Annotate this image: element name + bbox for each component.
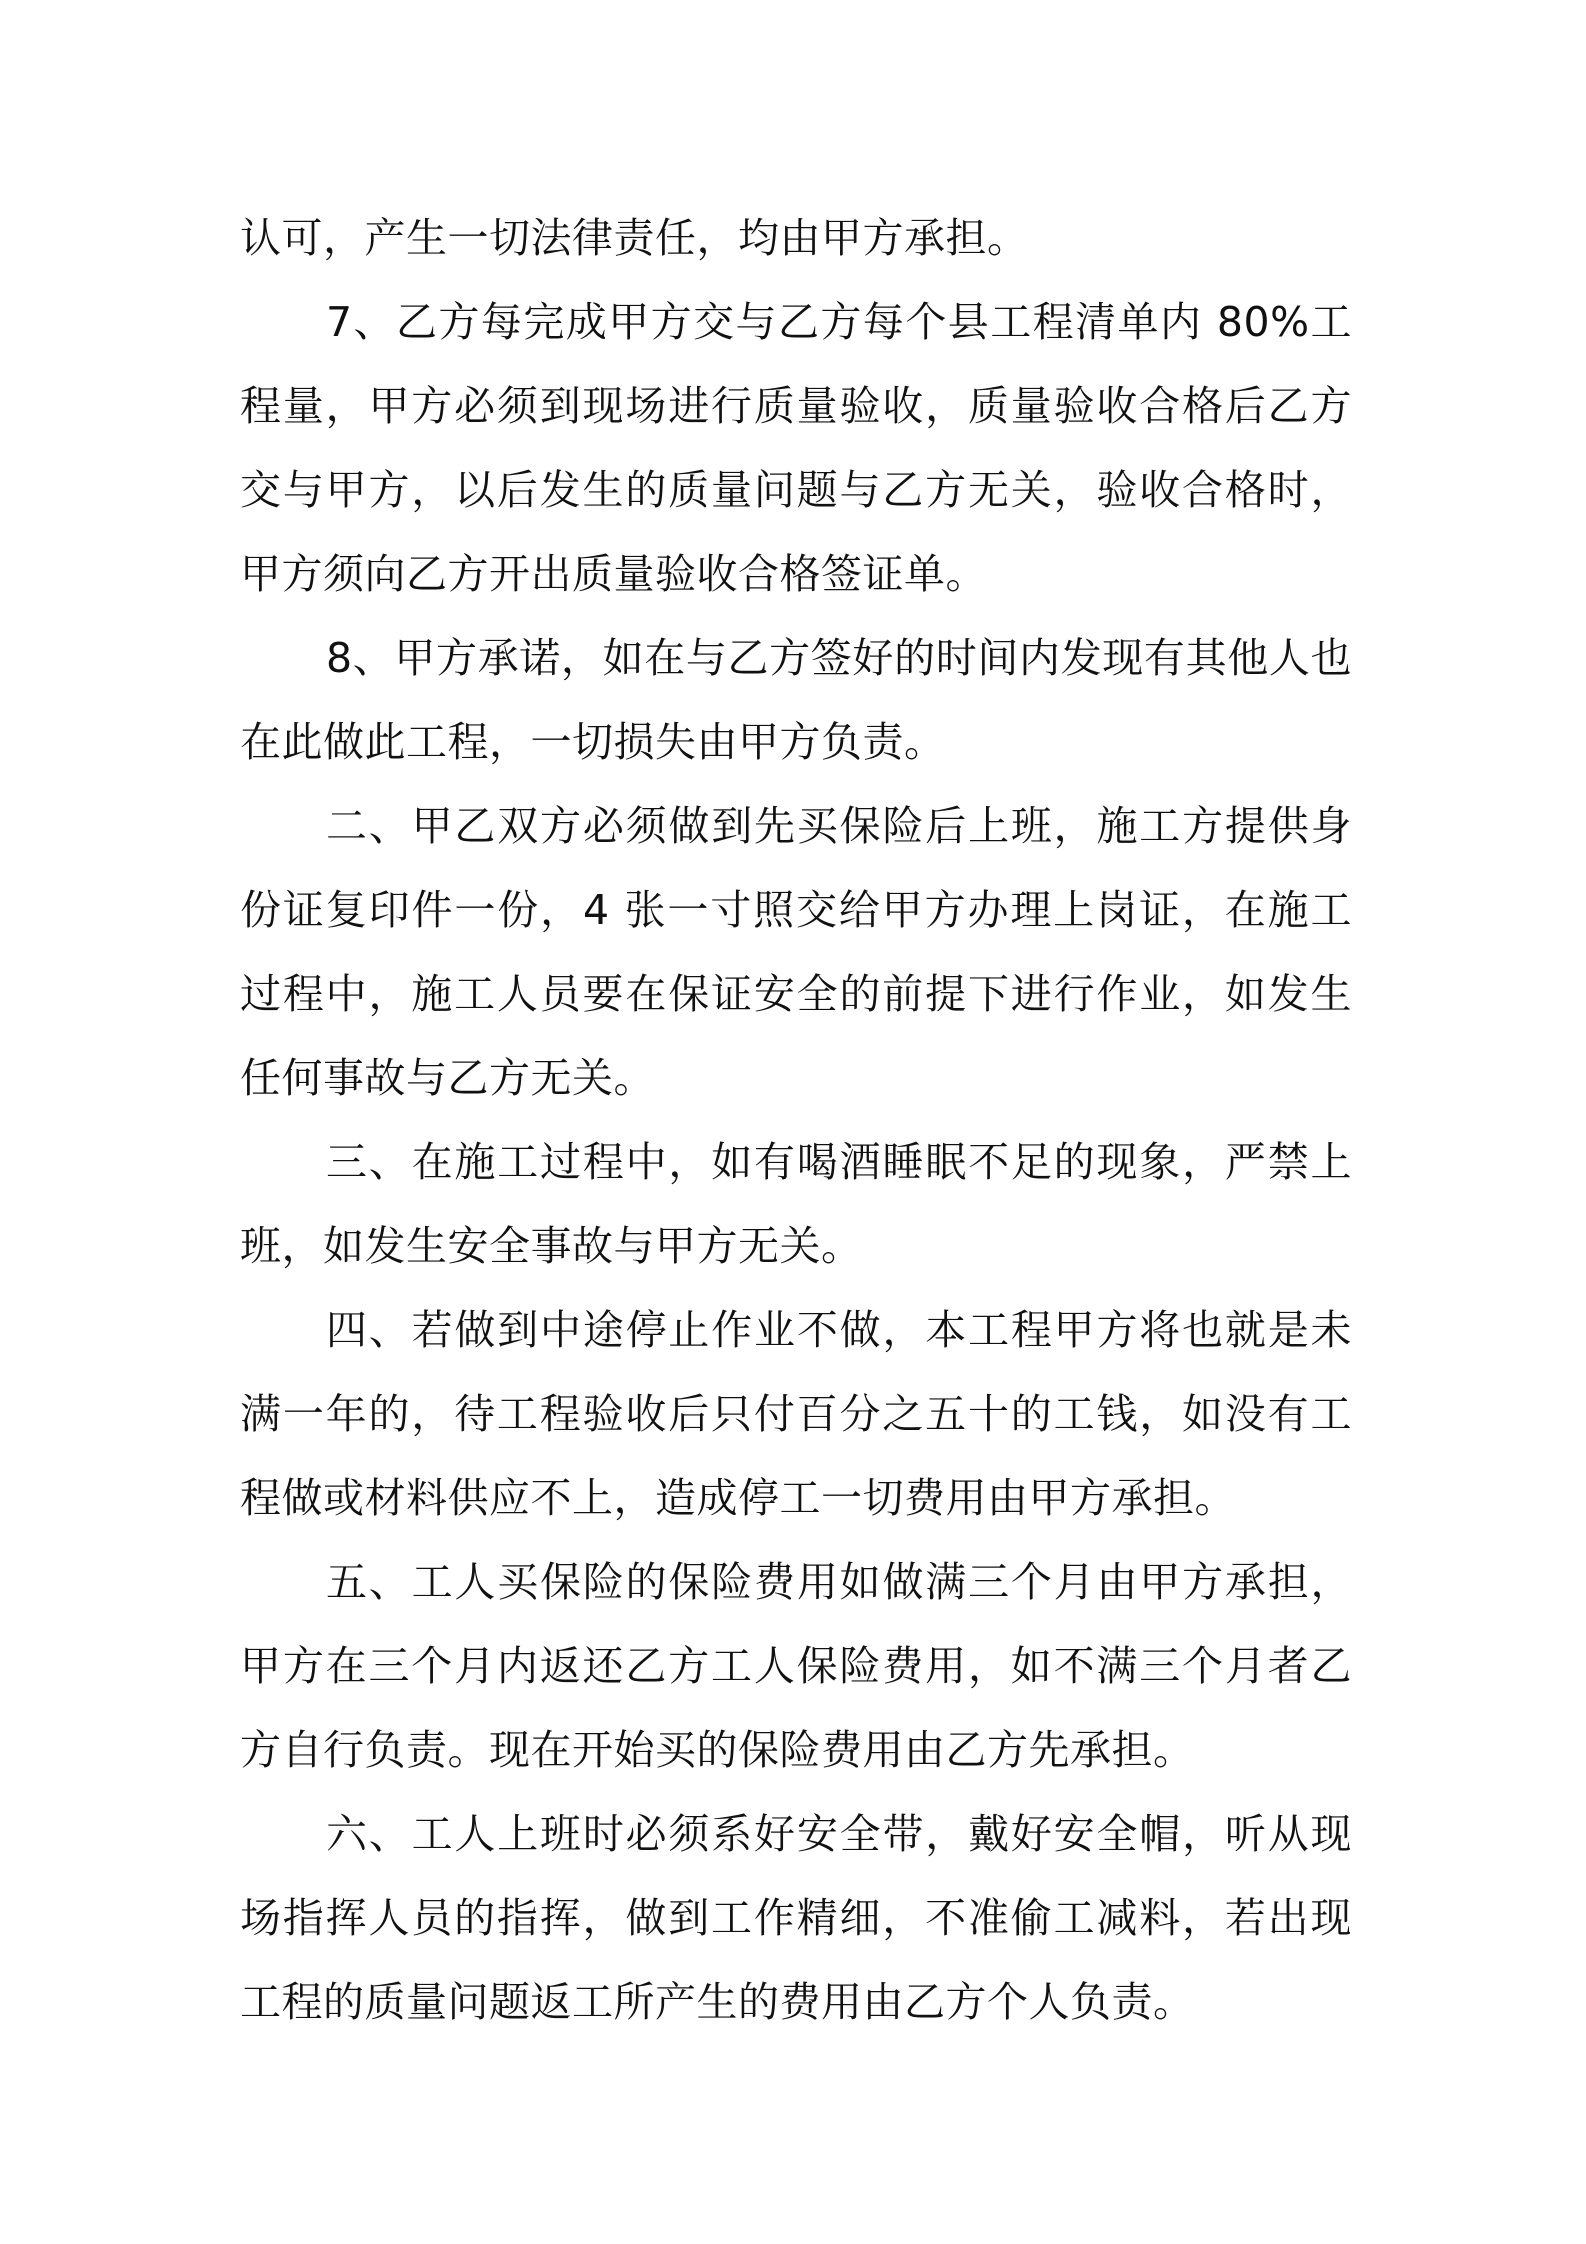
paragraph-section-4: 四、若做到中途停止作业不做，本工程甲方将也就是未满一年的，待工程验收后只付百分之五十的工钱，如没有工程做或材料供应不上，造成停工一切费用由甲方承担。 bbox=[240, 1306, 1352, 1522]
paragraph-item-8: 8、甲方承诺，如在与乙方签好的时间内发现有其他人也在此做此工程，一切损失由甲方负责。 bbox=[240, 634, 1352, 766]
paragraph-section-3: 三、在施工过程中，如有喝酒睡眠不足的现象，严禁上班，如发生安全事故与甲方无关。 bbox=[240, 1138, 1352, 1270]
paragraph-section-2: 二、甲乙双方必须做到先买保险后上班，施工方提供身份证复印件一份，4 张一寸照交给甲方办理上岗证，在施工过程中，施工人员要在保证安全的前提下进行作业，如发生任何事故与乙方无关。 bbox=[240, 802, 1352, 1102]
paragraph-section-6: 六、工人上班时必须系好安全带，戴好安全帽，听从现场指挥人员的指挥，做到工作精细，不准偷工减料，若出现工程的质量问题返工所产生的费用由乙方个人负责。 bbox=[240, 1810, 1352, 2026]
paragraph-section-5: 五、工人买保险的保险费用如做满三个月由甲方承担，甲方在三个月内返还乙方工人保险费用，如不满三个月者乙方自行负责。现在开始买的保险费用由乙方先承担。 bbox=[240, 1558, 1352, 1774]
document-body bbox=[240, 196, 1352, 2044]
paragraph-item-7: 7、乙方每完成甲方交与乙方每个县工程清单内 80%工程量，甲方必须到现场进行质量验收，质量验收合格后乙方交与甲方，以后发生的质量问题与乙方无关，验收合格时，甲方须向乙方开出质量验收合格签证单。 bbox=[240, 298, 1352, 598]
paragraph-continuation: 认可，产生一切法律责任，均由甲方承担。 bbox=[240, 214, 1029, 262]
